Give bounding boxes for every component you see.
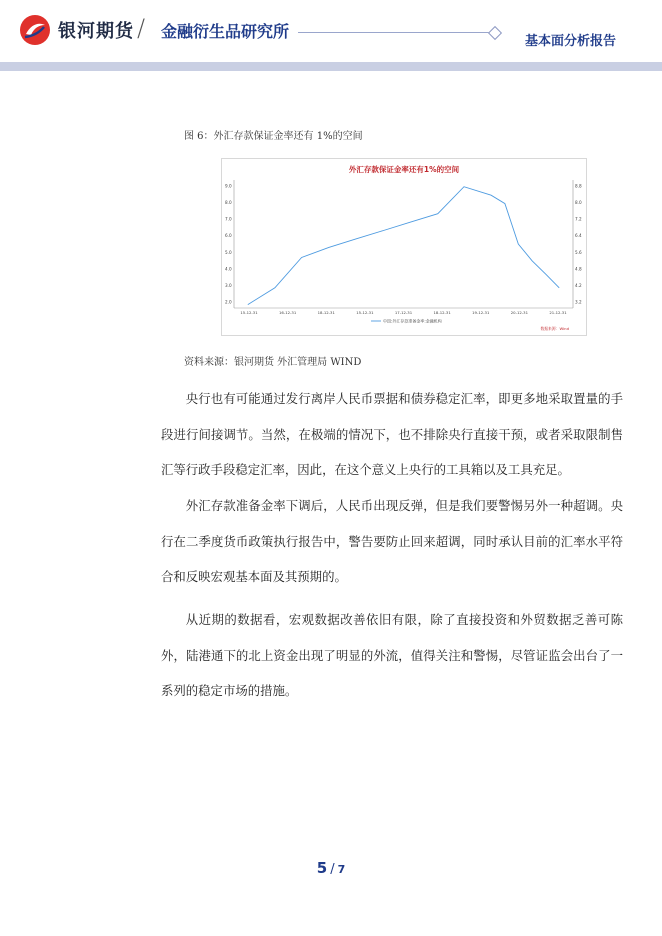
y-tick-left: 4.0 xyxy=(225,266,232,272)
paragraph-2: 外汇存款准备金率下调后，人民币出现反弹，但是我们要警惕另外一种超调。央行在二季度货币政策执行报告中，警告要防止回来超调，同时承认目前的汇率水平符合和反映宏观基本面及其预期的。 xyxy=(161,498,623,584)
chart-title: 外汇存款保证金率还有1%的空间 xyxy=(348,165,460,174)
header-band xyxy=(0,62,662,71)
x-tick-label: 16-12-31 xyxy=(279,310,297,315)
figure-caption: 图 6：外汇存款保证金率还有 1%的空间 xyxy=(184,131,363,142)
page-current: 5 xyxy=(316,859,328,877)
y-tick-right: 6.4 xyxy=(575,233,582,239)
y-tick-right: 8.8 xyxy=(575,183,582,189)
y-tick-left: 2.0 xyxy=(225,299,232,305)
figure-source: 资料来源：银河期货 外汇管理局 WIND xyxy=(184,357,362,368)
x-tick-label: 20-12-31 xyxy=(510,310,528,315)
y-tick-right: 5.6 xyxy=(575,249,582,255)
brand-name: 银河期货 xyxy=(58,21,134,42)
header-slash: / xyxy=(137,14,146,42)
y-tick-right: 4.8 xyxy=(575,266,582,272)
y-tick-left: 9.0 xyxy=(225,183,232,189)
y-tick-left: 5.0 xyxy=(225,249,232,255)
x-tick-label: 15-12-31 xyxy=(240,310,258,315)
page-separator: / xyxy=(330,862,335,877)
y-tick-right: 3.2 xyxy=(575,299,582,305)
y-tick-left: 6.0 xyxy=(225,233,232,239)
header-divider-line xyxy=(298,32,494,33)
page-number xyxy=(0,858,662,877)
x-tick-label: 18-12-31 xyxy=(433,310,451,315)
galaxy-futures-logo-icon xyxy=(19,14,51,46)
x-tick-label: 21-12-31 xyxy=(549,310,567,315)
x-tick-label: 19-12-31 xyxy=(472,310,490,315)
y-tick-left: 8.0 xyxy=(225,200,232,206)
y-tick-right: 7.2 xyxy=(575,216,582,222)
page-header xyxy=(0,0,662,66)
chart-frame xyxy=(222,159,587,336)
paragraph-3: 从近期的数据看，宏观数据改善依旧有限，除了直接投资和外贸数据乏善可陈外，陆港通下的北上资金出现了明显的外流，值得关注和警惕，尽管证监会出台了一系列的稳定市场的措施。 xyxy=(161,612,623,698)
report-type: 基本面分析报告 xyxy=(525,34,617,49)
y-tick-left: 3.0 xyxy=(225,282,232,288)
chart-svg xyxy=(221,158,587,336)
reserve-ratio-chart xyxy=(221,158,587,336)
institute-name: 金融衍生品研究所 xyxy=(161,22,290,41)
chart-watermark: 数据来源：Wind xyxy=(540,326,569,331)
x-tick-label: 17-12-31 xyxy=(394,310,413,315)
diamond-icon xyxy=(488,26,502,40)
y-tick-right: 8.0 xyxy=(575,200,582,206)
x-tick-label: 15-12-31 xyxy=(356,310,374,315)
y-tick-left: 7.0 xyxy=(225,216,232,222)
y-tick-right: 4.2 xyxy=(575,282,582,288)
legend-label: 中国:外汇存款准备金率:金融机构 xyxy=(383,318,442,324)
paragraph-1: 央行也有可能通过发行离岸人民币票据和债券稳定汇率，即更多地采取置量的手段进行间接调节。当然，在极端的情况下，也不排除央行直接干预，或者采取限制售汇等行政手段稳定汇率，因此，在这个意义上央行的工具箱以及工具充足。 xyxy=(161,391,623,477)
page-total: 7 xyxy=(337,863,346,876)
x-tick-label: 18-12-31 xyxy=(317,310,335,315)
